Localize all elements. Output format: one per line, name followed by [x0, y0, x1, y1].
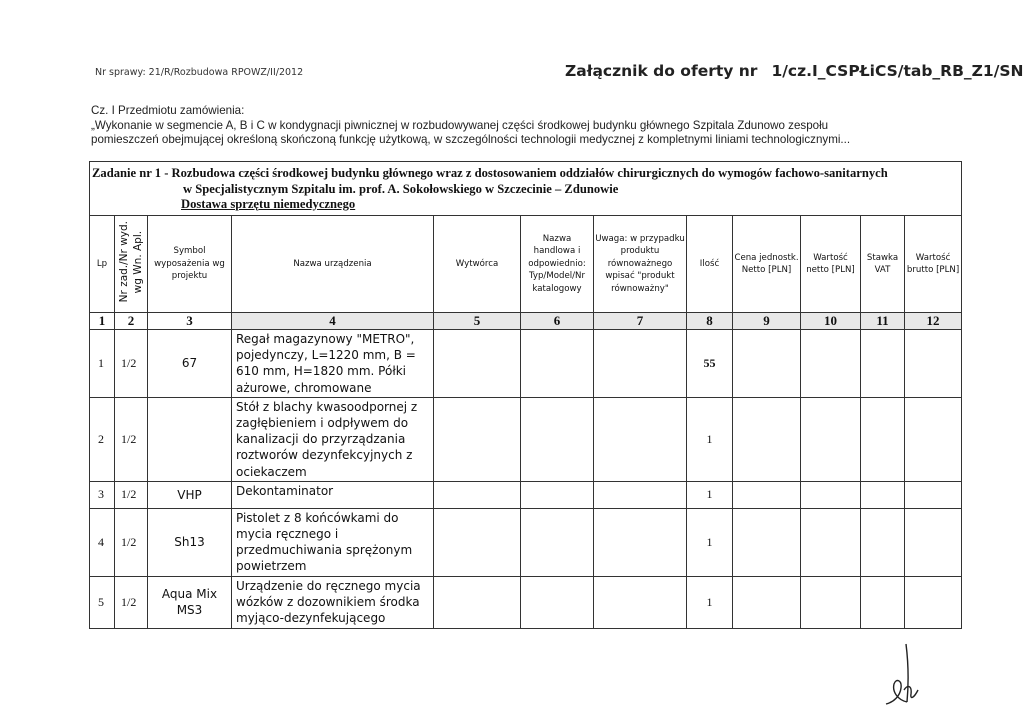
- intro-line-2: „Wykonanie w segmencie A, B i C w kondygnacji piwnicznej w rozbudowywanej części środkowej budynku głównego Szpitala Zdunowo zespołu: [91, 118, 829, 132]
- col-number: 2: [115, 313, 148, 330]
- row-note: [594, 397, 687, 481]
- equipment-table: [89, 161, 962, 629]
- row-gross-value: [905, 576, 962, 628]
- table-row: [90, 576, 962, 628]
- col-number: 6: [521, 313, 594, 330]
- column-header-row: [90, 216, 962, 313]
- col-qty: Ilość: [687, 216, 733, 313]
- row-symbol: 67: [148, 330, 232, 398]
- row-unit-price: [733, 508, 801, 576]
- row-lp: 2: [90, 397, 115, 481]
- row-trade-name: [521, 508, 594, 576]
- intro-text: [91, 104, 951, 148]
- row-qty: 1: [687, 397, 733, 481]
- col-number: 10: [801, 313, 861, 330]
- col-name: Nazwa urządzenia: [232, 216, 434, 313]
- row-symbol: Aqua Mix MS3: [148, 576, 232, 628]
- row-net-value: [801, 481, 861, 508]
- attachment-label: Załącznik do oferty nr: [565, 62, 758, 80]
- col-nr-label: Nr zad./Nr wyd. wg Wn. Apl.: [118, 221, 144, 303]
- col-number: 1: [90, 313, 115, 330]
- row-unit-price: [733, 481, 801, 508]
- col-number: 5: [434, 313, 521, 330]
- col-trade-name: Nazwa handlowa i odpowiednio: Typ/Model/Nr katalogowy: [521, 216, 594, 313]
- row-lp: 5: [90, 576, 115, 628]
- attachment-title: [565, 62, 1024, 80]
- row-producer: [434, 397, 521, 481]
- row-note: [594, 508, 687, 576]
- row-vat: [861, 330, 905, 398]
- row-lp: 4: [90, 508, 115, 576]
- row-nr: 1/2: [115, 330, 148, 398]
- row-qty: 1: [687, 481, 733, 508]
- row-nr: 1/2: [115, 576, 148, 628]
- row-vat: [861, 481, 905, 508]
- row-name: Urządzenie do ręcznego mycia wózków z dozownikiem środka myjąco-dezynfekującego: [232, 576, 434, 628]
- col-symbol: Symbol wyposażenia wg projektu: [148, 216, 232, 313]
- table-row: [90, 330, 962, 398]
- task-line-3: Dostawa sprzętu niemedycznego: [181, 197, 356, 211]
- col-producer: Wytwórca: [434, 216, 521, 313]
- row-note: [594, 330, 687, 398]
- row-qty: 1: [687, 576, 733, 628]
- row-nr: 1/2: [115, 481, 148, 508]
- col-net-value: Wartość netto [PLN]: [801, 216, 861, 313]
- row-unit-price: [733, 330, 801, 398]
- col-number: 11: [861, 313, 905, 330]
- col-number: 3: [148, 313, 232, 330]
- row-symbol: [148, 397, 232, 481]
- col-number: 12: [905, 313, 962, 330]
- row-vat: [861, 397, 905, 481]
- row-note: [594, 481, 687, 508]
- col-vat: Stawka VAT: [861, 216, 905, 313]
- col-note: Uwaga: w przypadku produktu równoważnego wpisać "produkt równoważny": [594, 216, 687, 313]
- column-number-row: [90, 313, 962, 330]
- row-unit-price: [733, 397, 801, 481]
- table-row: [90, 397, 962, 481]
- row-name: Stół z blachy kwasoodpornej z zagłębieniem i odpływem do kanalizacji do przyrządzania roztworów dezynfekcyjnych z ociekaczem: [232, 397, 434, 481]
- row-vat: [861, 508, 905, 576]
- row-trade-name: [521, 397, 594, 481]
- row-gross-value: [905, 481, 962, 508]
- row-lp: 3: [90, 481, 115, 508]
- row-nr: 1/2: [115, 397, 148, 481]
- row-net-value: [801, 576, 861, 628]
- row-unit-price: [733, 576, 801, 628]
- case-number: Nr sprawy: 21/R/Rozbudowa RPOWZ/II/2012: [95, 67, 304, 78]
- col-nr: [115, 216, 148, 313]
- row-trade-name: [521, 481, 594, 508]
- row-gross-value: [905, 397, 962, 481]
- row-nr: 1/2: [115, 508, 148, 576]
- attachment-id: 1/cz.I_CSPŁiCS/tab_RB_Z1/SN: [771, 62, 1024, 80]
- row-trade-name: [521, 576, 594, 628]
- table-row: [90, 508, 962, 576]
- row-producer: [434, 330, 521, 398]
- col-lp: Lp: [90, 216, 115, 313]
- row-qty: 1: [687, 508, 733, 576]
- row-trade-name: [521, 330, 594, 398]
- row-symbol: Sh13: [148, 508, 232, 576]
- task-line-2: w Specjalistycznym Szpitalu im. prof. A. Sokołowskiego w Szczecinie – Zdunowie: [183, 181, 619, 196]
- row-vat: [861, 576, 905, 628]
- row-net-value: [801, 397, 861, 481]
- row-note: [594, 576, 687, 628]
- row-net-value: [801, 330, 861, 398]
- task-line-1: Zadanie nr 1 - Rozbudowa części środkowej budynku głównego wraz z dostosowaniem oddziałów chirurgicznych do wymogów fachowo-sanitarnych: [92, 166, 888, 180]
- row-lp: 1: [90, 330, 115, 398]
- row-qty: 55: [687, 330, 733, 398]
- col-number: 8: [687, 313, 733, 330]
- row-name: Dekontaminator: [232, 481, 434, 508]
- col-number: 4: [232, 313, 434, 330]
- table-row: [90, 481, 962, 508]
- row-symbol: VHP: [148, 481, 232, 508]
- row-gross-value: [905, 508, 962, 576]
- row-producer: [434, 508, 521, 576]
- col-number: 7: [594, 313, 687, 330]
- task-title: [90, 162, 962, 216]
- row-gross-value: [905, 330, 962, 398]
- col-number: 9: [733, 313, 801, 330]
- row-net-value: [801, 508, 861, 576]
- intro-line-3: pomieszczeń obejmującej określoną skończoną funkcję użytkową, w szczególności technologii medycznej z kompletnymi liniami technologicznymi...: [91, 133, 851, 146]
- signature-icon: [868, 640, 928, 710]
- row-name: Regał magazynowy "METRO", pojedynczy, L=1220 mm, B = 610 mm, H=1820 mm. Półki ażurowe, chromowane: [232, 330, 434, 398]
- row-name: Pistolet z 8 końcówkami do mycia ręcznego i przedmuchiwania sprężonym powietrzem: [232, 508, 434, 576]
- row-producer: [434, 481, 521, 508]
- row-producer: [434, 576, 521, 628]
- col-gross-value: Wartość brutto [PLN]: [905, 216, 962, 313]
- col-unit-price: Cena jednostk. Netto [PLN]: [733, 216, 801, 313]
- intro-line-1: Cz. I Przedmiotu zamówienia:: [91, 104, 245, 117]
